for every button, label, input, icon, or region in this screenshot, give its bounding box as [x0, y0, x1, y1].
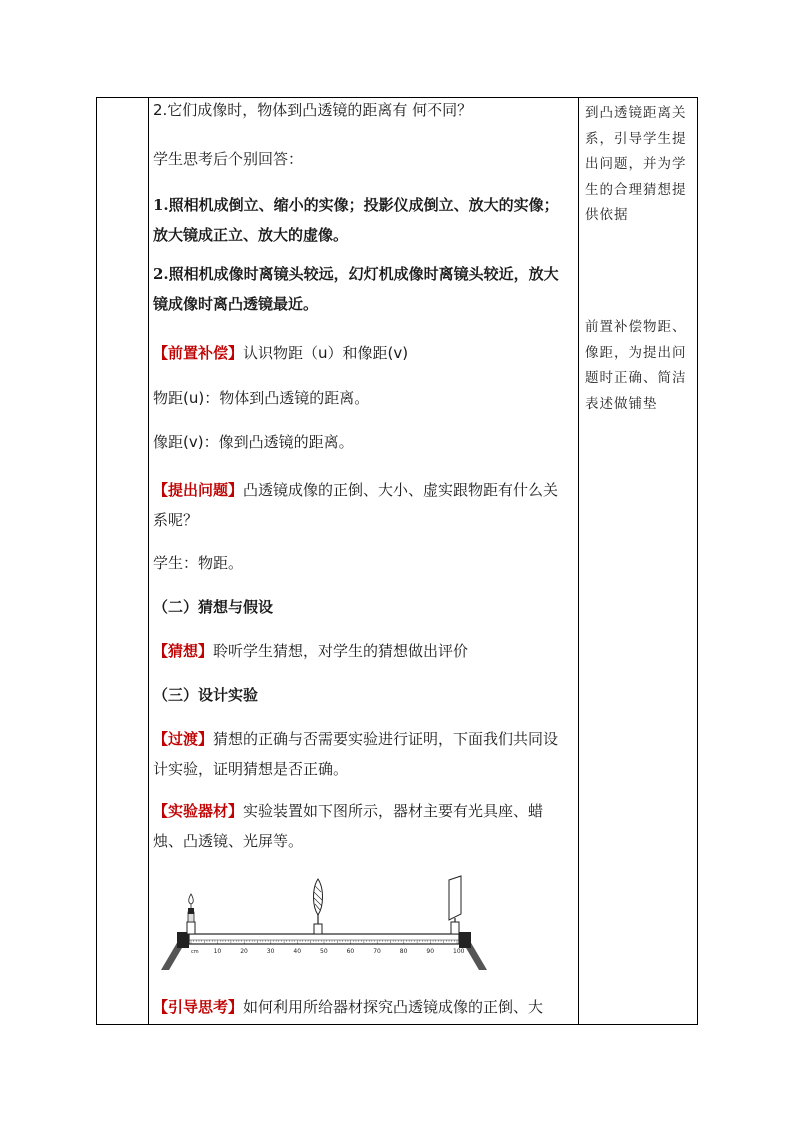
- column-divider-left: [148, 98, 149, 1024]
- equipment: [153, 796, 573, 856]
- flame-icon: [189, 894, 194, 904]
- question-2: 2.它们成像时，物体到凸透镜的距离有 何不同？: [153, 101, 473, 119]
- ruler-tick-label: 10: [213, 948, 222, 955]
- ask-question-text: 凸透镜成像的正倒、大小、虚实跟物距有什么关系呢？: [153, 481, 559, 529]
- candle-holder: [187, 894, 195, 934]
- transition-tag: 【过渡】: [153, 730, 214, 748]
- transition-text: 猜想的正确与否需要实验进行证明，下面我们共同设计实验，证明猜想是否正确。: [153, 730, 559, 778]
- lens-holder: [314, 879, 323, 934]
- ruler-tick-label: 30: [266, 948, 275, 955]
- bench-end-right: [459, 932, 471, 948]
- column-divider-right: [578, 98, 579, 1024]
- guide-thinking-tag: 【引导思考】: [153, 998, 244, 1016]
- screen-holder: [449, 876, 461, 934]
- light-screen-icon: [449, 876, 461, 920]
- student-answer: 学生：物距。: [153, 554, 244, 572]
- pre-compensation: [153, 341, 573, 366]
- guess-tag: 【猜想】: [153, 642, 214, 660]
- optical-bench-illustration: [161, 874, 491, 974]
- ruler-tick-label: 60: [346, 948, 355, 955]
- ruler-tick-label: 100: [453, 948, 465, 955]
- student-think: 学生思考后个别回答：: [153, 150, 304, 168]
- guide-thinking-text: 如何利用所给器材探究凸透镜成像的正倒、大: [243, 998, 544, 1016]
- ruler-tick-label: 50: [320, 948, 328, 955]
- guide-thinking: [153, 995, 573, 1020]
- ruler-tick-label: 70: [373, 948, 381, 955]
- ruler-tick-label: 90: [426, 948, 435, 955]
- section-2-heading: （二）猜想与假设: [153, 598, 274, 616]
- ask-question-tag: 【提出问题】: [153, 481, 244, 499]
- convex-lens-icon: [314, 879, 323, 915]
- note-guide: 到凸透镜距离关系，引导学生提出问题，并为学生的合理猜想提供依据: [585, 105, 687, 223]
- ruler-tick-label: 20: [240, 948, 248, 955]
- candle: [188, 908, 194, 914]
- ruler-unit: cm: [191, 949, 199, 955]
- lesson-table: [96, 97, 698, 1025]
- equipment-tag: 【实验器材】: [153, 802, 244, 820]
- guess-text: 聆听学生猜想，对学生的猜想做出评价: [213, 642, 469, 660]
- ruler-tick-label: 80: [399, 948, 408, 955]
- ask-question: [153, 475, 573, 535]
- section-3-heading: （三）设计实验: [153, 686, 259, 704]
- note-pre-compensation: 前置补偿物距、像距，为提出问题时正确、简洁表述做铺垫: [585, 319, 687, 412]
- ruler-tick-label: 40: [293, 948, 302, 955]
- answer-1: 1.照相机成倒立、缩小的实像；投影仪成倒立、放大的实像；放大镜成正立、放大的虚像。: [153, 196, 559, 244]
- transition: [153, 724, 573, 784]
- equipment-text: 实验装置如下图所示，器材主要有光具座、蜡烛、凸透镜、光屏等。: [153, 802, 544, 850]
- guess: [153, 639, 573, 664]
- ruler-labels: [214, 948, 465, 955]
- pre-compensation-text: 认识物距（u）和像距(v): [243, 344, 409, 362]
- object-distance-def: 物距(u)：物体到凸透镜的距离。: [153, 389, 370, 407]
- image-distance-def: 像距(v)：像到凸透镜的距离。: [153, 433, 354, 451]
- pre-compensation-tag: 【前置补偿】: [153, 344, 244, 362]
- answer-2: 2.照相机成像时离镜头较远，幻灯机成像时离镜头较近，放大镜成像时离凸透镜最近。: [153, 265, 559, 313]
